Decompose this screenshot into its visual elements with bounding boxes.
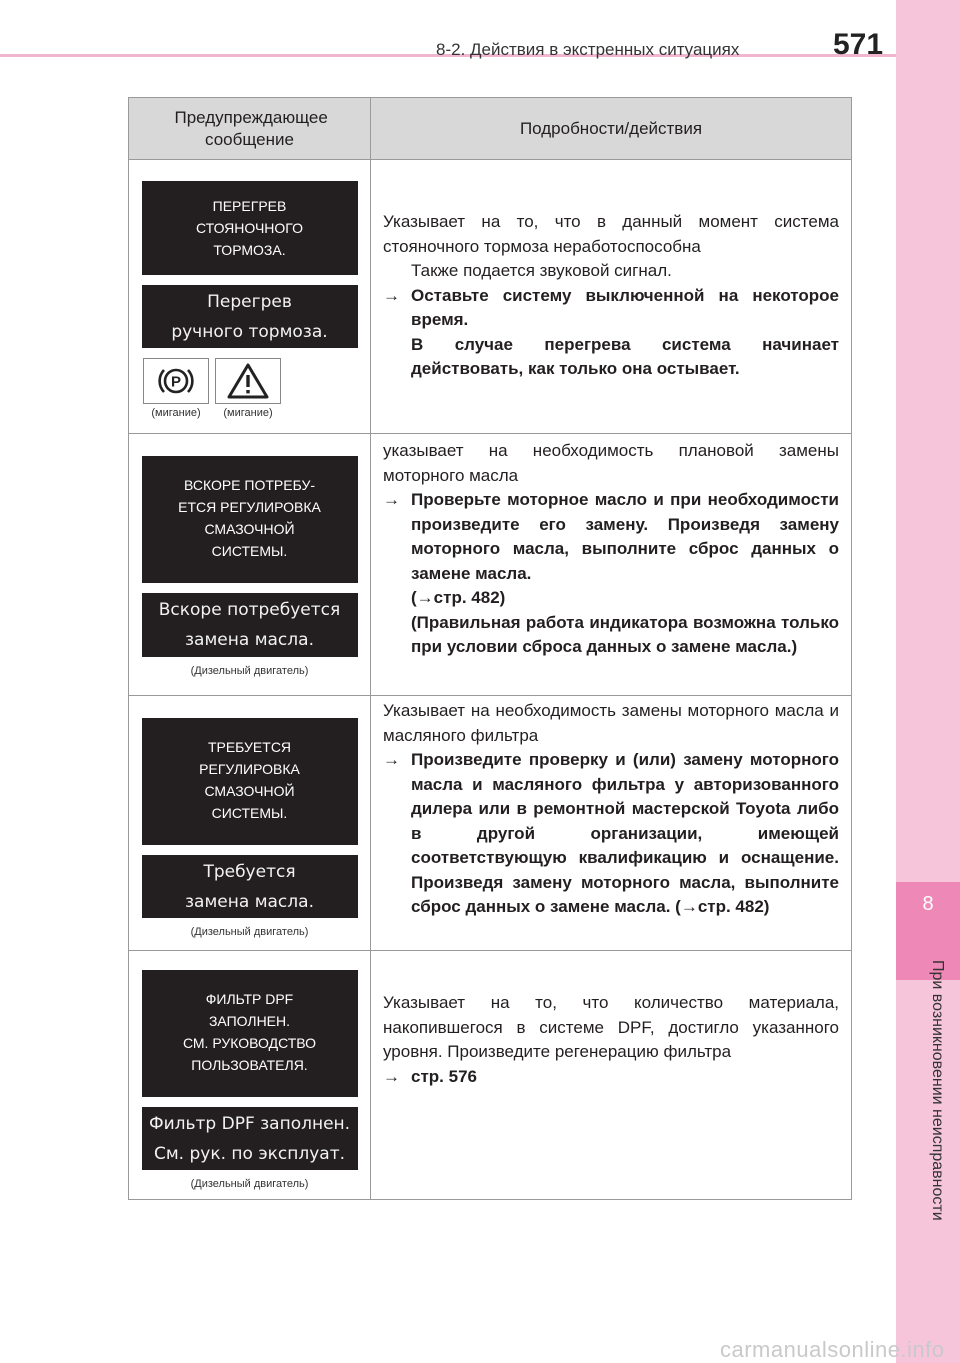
engine-caption: (Дизельный двигатель) bbox=[190, 665, 309, 677]
warning-triangle-icon bbox=[215, 358, 281, 404]
message-cell bbox=[129, 696, 371, 951]
action-text: Оставьте систему выключенной на некоторое время. bbox=[411, 285, 839, 329]
page-reference[interactable]: →стр. 482) bbox=[416, 588, 506, 607]
display-message-graphic: Перегрев ручного тормоза. bbox=[142, 285, 358, 348]
page-header bbox=[0, 0, 896, 72]
display-message-uppercase: ТРЕБУЕТСЯ РЕГУЛИРОВКА СМАЗОЧНОЙ СИСТЕМЫ. bbox=[142, 718, 358, 845]
arrow-icon: → bbox=[383, 285, 400, 305]
page-number: 571 bbox=[833, 28, 884, 61]
description-text: Указывает на то, что количество материала, накопившегося в системе DPF, достигло указанного уровня. Произведите регенерацию фильтра bbox=[383, 993, 839, 1061]
message-cell bbox=[129, 951, 371, 1200]
column-header-details: Подробности/действия bbox=[371, 98, 852, 160]
page-reference[interactable]: стр. 576 bbox=[411, 1066, 477, 1086]
display-message-graphic: Требуется замена масла. bbox=[142, 855, 358, 918]
arrow-icon: → bbox=[383, 490, 400, 509]
action-note: В случае перегрева система начинает действовать, как только она остывает. bbox=[411, 334, 839, 378]
svg-text:P: P bbox=[170, 373, 182, 391]
table-row bbox=[129, 434, 852, 696]
parking-brake-icon bbox=[143, 358, 209, 404]
chapter-number: 8 bbox=[922, 893, 934, 915]
action-text: Произведите проверку и (или) замену моторного масла и масляного фильтра у авторизованного дилера или в ремонтной мастерской Toyota либо в другой организации, имеющей соответствующую квалификацию и оснащение. Произведя замену моторного масла, выполните сброс данных о замене масла. (→стр. 482) bbox=[411, 750, 839, 916]
action-text: Проверьте моторное масло и при необходимости произведите его замену. Произведя замену моторного масла, выполните сброс данных о замене масла. bbox=[411, 490, 839, 583]
engine-caption: (Дизельный двигатель) bbox=[190, 1178, 309, 1190]
details-cell bbox=[371, 160, 852, 434]
table-row bbox=[129, 696, 852, 951]
engine-caption: (Дизельный двигатель) bbox=[190, 926, 309, 938]
display-message-uppercase: ПЕРЕГРЕВ СТОЯНОЧНОГО ТОРМОЗА. bbox=[142, 181, 358, 275]
details-cell bbox=[371, 696, 852, 951]
description-text: Указывает на то, что в данный момент система стояночного тормоза неработоспособна bbox=[383, 212, 839, 256]
message-cell bbox=[129, 434, 371, 696]
section-title: 8-2. Действия в экстренных ситуациях bbox=[436, 40, 740, 59]
chapter-title: При возникновении неисправности bbox=[929, 960, 946, 1221]
description-text: Указывает на необходимость замены моторного масла и масляного фильтра bbox=[383, 701, 839, 745]
description-note: Также подается звуковой сигнал. bbox=[411, 261, 672, 280]
table-row bbox=[129, 951, 852, 1200]
description-text: указывает на необходимость плановой замены моторного масла bbox=[383, 441, 839, 485]
page-ref-open: ( bbox=[411, 588, 417, 607]
watermark-footer: carmanualsonline.info bbox=[720, 1337, 945, 1362]
table-row bbox=[129, 160, 852, 434]
arrow-icon: → bbox=[383, 1066, 400, 1086]
icon-caption: (мигание) bbox=[223, 407, 273, 419]
message-cell bbox=[129, 160, 371, 434]
table-header-row bbox=[129, 98, 852, 160]
display-message-uppercase: ВСКОРЕ ПОТРЕБУ- ЕТСЯ РЕГУЛИРОВКА СМАЗОЧНОЙ СИСТЕМЫ. bbox=[142, 456, 358, 583]
arrow-icon: → bbox=[383, 750, 400, 769]
display-message-graphic: Фильтр DPF заполнен. См. рук. по эксплуат. bbox=[142, 1107, 358, 1170]
display-message-uppercase: ФИЛЬТР DPF ЗАПОЛНЕН. СМ. РУКОВОДСТВО ПОЛЬЗОВАТЕЛЯ. bbox=[142, 970, 358, 1097]
details-cell bbox=[371, 951, 852, 1200]
details-cell bbox=[371, 434, 852, 696]
chapter-sidebar bbox=[896, 0, 960, 1363]
display-message-graphic: Вскоре потребуется замена масла. bbox=[142, 593, 358, 657]
warning-messages-table bbox=[128, 97, 852, 1200]
action-note: (Правильная работа индикатора возможна только при условии сброса данных о замене масла.) bbox=[411, 612, 839, 656]
icon-caption: (мигание) bbox=[151, 407, 201, 419]
column-header-message: Предупреждающее сообщение bbox=[129, 98, 371, 160]
